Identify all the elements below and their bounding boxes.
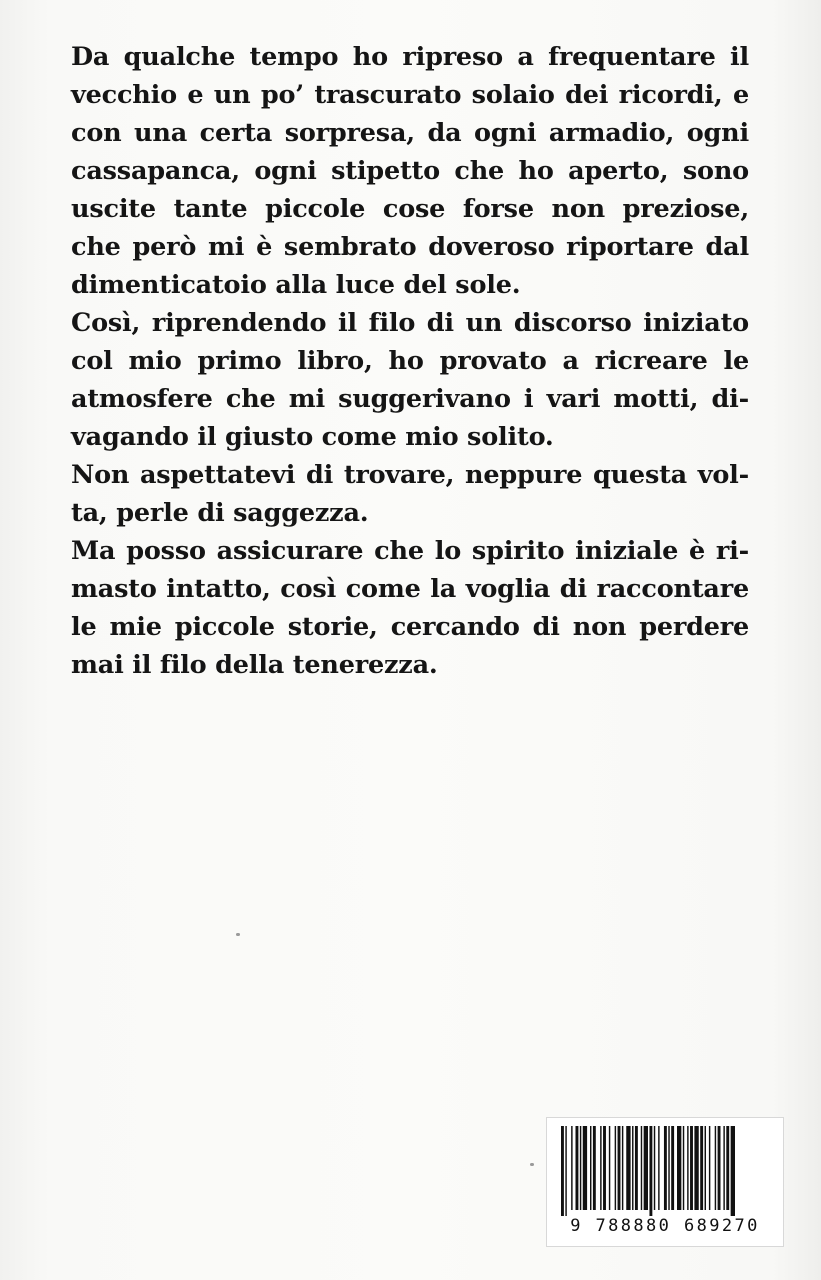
barcode-bar [580, 1126, 581, 1210]
blurb-text [71, 38, 749, 684]
blurb-line: cassapanca, ogni stipetto che ho aperto, sono [71, 156, 749, 186]
blurb-line: dimenticatoio alla luce del sole. [71, 270, 521, 300]
barcode-bar [664, 1126, 667, 1210]
barcode-bar [726, 1126, 729, 1210]
isbn-barcode [546, 1117, 784, 1247]
barcode-bar [705, 1126, 706, 1210]
blurb-line: che però mi è sembrato doveroso riportare dal [71, 232, 749, 262]
scan-speck [236, 933, 240, 936]
barcode-bar [709, 1126, 710, 1210]
blurb-line: le mie piccole storie, cercando di non perdere [71, 612, 749, 642]
barcode-bar [690, 1126, 693, 1210]
barcode-bar [700, 1126, 703, 1210]
blurb-line: masto intatto, così come la voglia di raccontare [71, 574, 749, 604]
barcode-bar [635, 1126, 638, 1210]
barcode-bar [694, 1126, 698, 1210]
barcode-bar [641, 1126, 642, 1210]
barcode-bar [561, 1126, 564, 1216]
scan-speck [530, 1163, 534, 1166]
barcode-bar [658, 1126, 659, 1210]
blurb-line: vagando il giusto come mio solito. [71, 422, 554, 452]
barcode-bar [609, 1126, 610, 1210]
blurb-line: con una certa sorpresa, da ogni armadio, ogni [71, 118, 749, 148]
blurb-line: Non aspettatevi di trovare, neppure questa vol- [71, 460, 749, 490]
barcode-bar [626, 1126, 630, 1210]
barcode-bar [718, 1126, 721, 1210]
blurb-line: Così, riprendendo il filo di un discorso iniziato [71, 308, 749, 338]
barcode-bars [547, 1118, 783, 1218]
barcode-bar [618, 1126, 621, 1210]
blurb-line: mai il filo della tenerezza. [71, 650, 438, 680]
barcode-bar [649, 1126, 652, 1216]
blurb-line: Ma posso assicurare che lo spirito iniziale è ri- [71, 536, 749, 566]
barcode-bar [654, 1126, 655, 1210]
barcode-bar [671, 1126, 674, 1210]
barcode-bar [571, 1126, 572, 1210]
barcode-bar [687, 1126, 688, 1210]
barcode-bar [603, 1126, 606, 1210]
barcode-bar [590, 1126, 591, 1210]
barcode-bar [615, 1126, 616, 1210]
barcode-bar [632, 1126, 633, 1210]
barcode-bar [600, 1126, 601, 1210]
barcode-bar [683, 1126, 684, 1210]
barcode-bar [644, 1126, 648, 1210]
barcode-bar [715, 1126, 716, 1210]
isbn-number: 9 788880 689270 [570, 1216, 760, 1236]
barcode-bar [622, 1126, 623, 1210]
barcode-bar [565, 1126, 566, 1216]
blurb-line: vecchio e un po’ trascurato solaio dei ricordi, e [71, 80, 749, 110]
blurb-line: ta, perle di saggezza. [71, 498, 369, 528]
blurb-line: uscite tante piccole cose forse non preziose, [71, 194, 749, 224]
barcode-bar [583, 1126, 587, 1210]
barcode-bar [576, 1126, 579, 1210]
blurb-line: Da qualche tempo ho ripreso a frequentare il [71, 42, 749, 72]
barcode-bar [593, 1126, 596, 1210]
barcode-bar [723, 1126, 724, 1210]
barcode-bar [668, 1126, 669, 1210]
barcode-bar [677, 1126, 681, 1210]
barcode-bar [731, 1126, 735, 1216]
blurb-line: col mio primo libro, ho provato a ricreare le [71, 346, 749, 376]
blurb-line: atmosfere che mi suggerivano i vari motti, di- [71, 384, 749, 414]
